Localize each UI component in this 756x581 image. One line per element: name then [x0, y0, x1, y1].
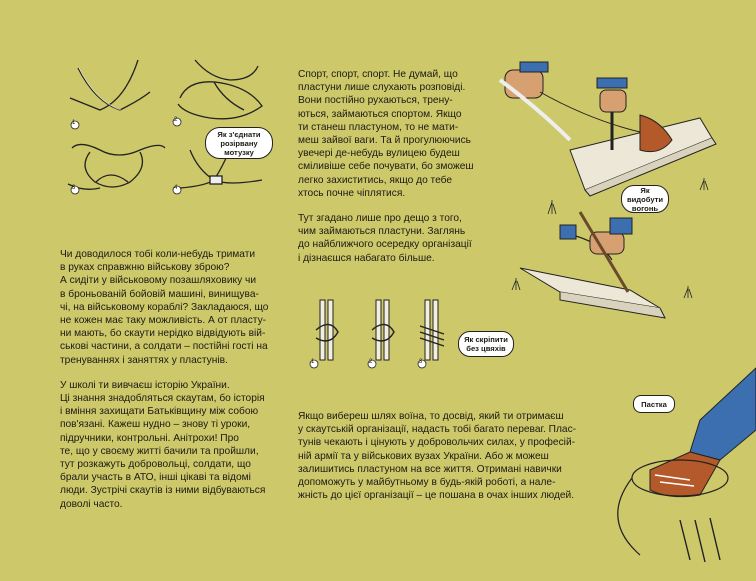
pole-lashing-drawing	[316, 300, 444, 360]
caption-line: вогонь	[631, 203, 659, 213]
knot-step-3-drawing	[68, 144, 165, 189]
poles-caption	[458, 331, 514, 357]
pole-step-markers	[310, 360, 426, 368]
paragraph: У школі ти вивчаєш історію України. Ці знання знадобляться скаутам, бо історія і вміння захищати Батьківщину між собою пов'язані. Кажеш нудно – знову ті уроки, підручники, контрольні. Анітрохи! Про те, що у своєму житті бачили та пройшли, тут розкажуть добровольці, солдати, що брали участь в АТО, інші цікаві та відомі люди. Зустрічі скаутів із ними відбуваються доволі часто.	[60, 379, 266, 510]
fire-plough-drawing	[520, 212, 665, 318]
paragraph: Спорт, спорт, спорт. Не думай, що пластуни лише слухають розповіді. Вони постійно рухаються, трену- ються, займаються спортом. Якщо ти станеш пластуном, то не мати- меш зайвої ваги. Та й прогулюючись увечері де-небудь вулицею будеш сміливіше себе почувати, бо зможеш легко захиститись, якщо до тебе хтось почне чіплятися.	[298, 69, 474, 199]
fire-caption	[621, 185, 669, 213]
bow-drill-drawing	[500, 62, 716, 196]
caption-line: Як видобути	[626, 185, 664, 204]
knot-step-label: 4	[174, 185, 178, 191]
knot-step-1-drawing	[70, 60, 150, 110]
trap-caption	[633, 395, 675, 413]
caption-line: Пастка	[641, 399, 667, 409]
column-2	[298, 68, 498, 277]
knot-step-2-drawing	[178, 60, 262, 119]
pole-step-label: 3	[419, 359, 423, 365]
knot-step-label: 1	[72, 120, 76, 126]
pole-step-label: 2	[369, 359, 373, 365]
column-2-lower	[298, 410, 598, 514]
caption-line: Як скріпити	[464, 335, 508, 344]
knot-step-label: 2	[174, 117, 178, 123]
caption-line: Як з'єднати	[217, 129, 261, 139]
join-rope-caption	[205, 127, 273, 159]
pole-step-label: 1	[311, 359, 315, 365]
caption-line: без цвяхів	[466, 344, 506, 353]
caption-line: розірвану мотузку	[220, 138, 258, 157]
column-1	[60, 248, 290, 523]
paragraph: Чи доводилося тобі коли-небудь тримати в руках справжню військову зброю? А сидіти у військовому позашляховику чи в броньованій бойовій машині, винищува- чі, на військовому кораблі? Закладаюся, що не кожен має таку можливість. А от пласту- ни мають, бо скаути нерідко відвідують вій- ськові частини, а солдати – постійні гості на тренуваннях і заняттях у пластунів.	[60, 249, 269, 366]
paragraph: Якщо вибереш шлях воїна, то досвід, який ти отримаєш у скаутській організації, надасть тобі багато переваг. Плас- тунів чекають і цінують у добровольчих силах, у професій- ній армії та у військових вузах України. Або ж можеш залишитись пластуном на все життя. Отримані навички допоможуть у майбутньому в будь-якій роботі, а нале- жність до цієї організації – це пошана в очах інших людей.	[298, 411, 577, 502]
paragraph: Тут згадано лише про дещо з того, чим займаються пластуни. Заглянь до найближчого осередку організації і дізнаєшся набагато більше.	[298, 213, 472, 264]
knot-step-label: 3	[72, 185, 76, 191]
